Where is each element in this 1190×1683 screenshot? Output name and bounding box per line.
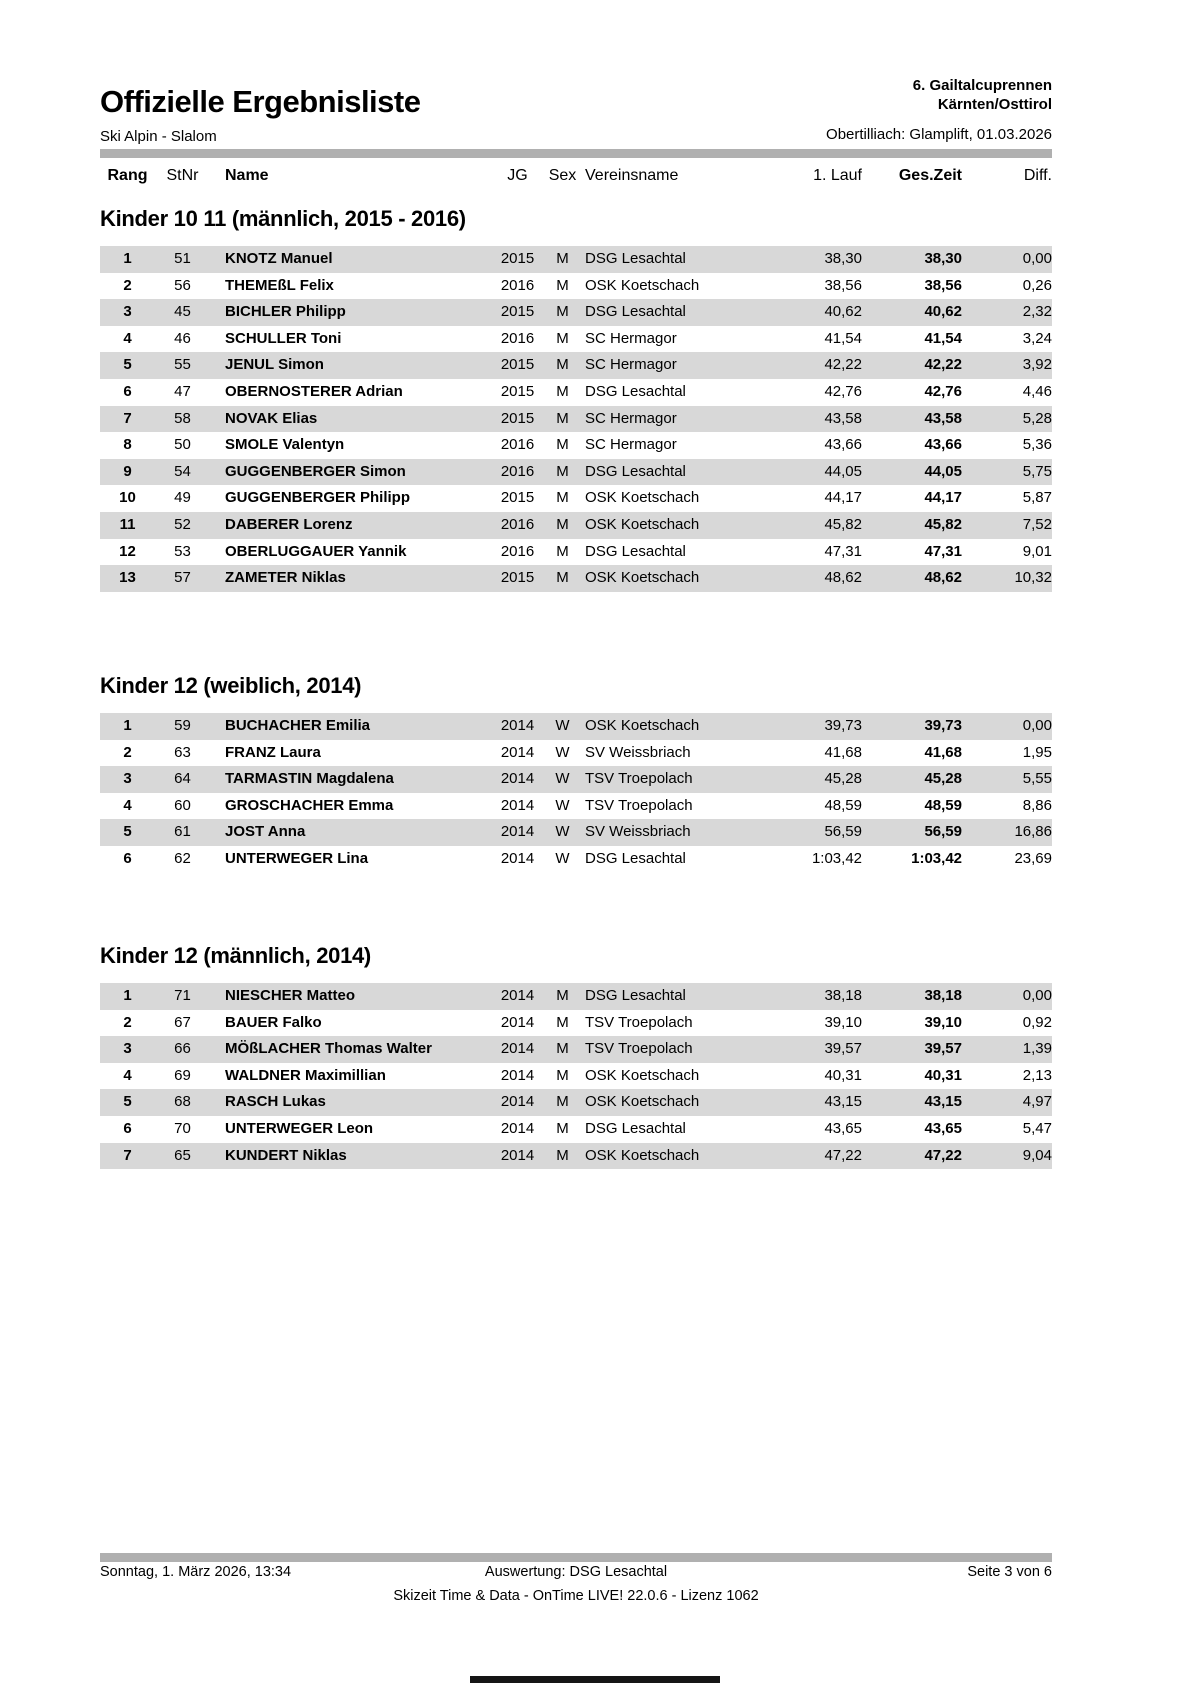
table-row [100, 273, 1052, 300]
cell-jg: 2016 [500, 515, 535, 533]
cell-jg: 2014 [500, 1146, 535, 1164]
cell-sex: M [556, 409, 569, 427]
table-row [100, 983, 1052, 1010]
table-row [100, 539, 1052, 566]
cell-jg: 2015 [500, 356, 535, 374]
cell-name: GROSCHACHER Emma [225, 796, 394, 814]
cell-diff: 5,36 [1022, 436, 1052, 454]
cell-rang: 5 [123, 823, 132, 841]
cell-verein: SV Weissbriach [585, 823, 691, 841]
cell-name: OBERNOSTERER Adrian [225, 382, 403, 400]
cell-verein: SC Hermagor [585, 356, 677, 374]
cell-name: ZAMETER Niklas [225, 569, 346, 587]
cell-lauf1: 1:03,42 [811, 849, 862, 867]
cell-name: JENUL Simon [225, 356, 324, 374]
location-date: Obertilliach: Glamplift, 01.03.2026 [826, 126, 1052, 143]
cell-name: JOST Anna [225, 823, 306, 841]
cell-verein: SC Hermagor [585, 329, 677, 347]
cell-geszeit: 39,57 [924, 1040, 962, 1058]
cell-name: KUNDERT Niklas [225, 1146, 347, 1164]
cell-sex: M [556, 436, 569, 454]
cell-diff: 2,13 [1022, 1066, 1052, 1084]
cell-diff: 0,26 [1022, 276, 1052, 294]
cell-verein: OSK Koetschach [585, 1066, 700, 1084]
section-title: Kinder 12 (männlich, 2014) [100, 943, 371, 968]
cell-jg: 2016 [500, 462, 535, 480]
table-row [100, 1143, 1052, 1170]
table-row [100, 432, 1052, 459]
cell-sex: W [555, 770, 570, 788]
cell-rang: 5 [123, 1093, 132, 1111]
results-table [100, 713, 1052, 873]
cell-verein: OSK Koetschach [585, 489, 700, 507]
cell-stnr: 71 [174, 987, 191, 1004]
cell-lauf1: 38,56 [824, 276, 862, 294]
cell-rang: 12 [119, 542, 136, 560]
cell-jg: 2014 [500, 717, 535, 734]
cell-name: TARMASTIN Magdalena [225, 770, 394, 788]
cell-stnr: 55 [174, 356, 191, 374]
table-row [100, 1116, 1052, 1143]
cell-geszeit: 48,59 [924, 796, 962, 814]
table-row [100, 846, 1052, 873]
cell-stnr: 51 [174, 250, 191, 267]
cell-verein: DSG Lesachtal [585, 382, 686, 400]
cell-lauf1: 39,10 [824, 1013, 862, 1031]
table-row [100, 1036, 1052, 1063]
cell-stnr: 50 [174, 436, 191, 454]
cell-stnr: 70 [174, 1119, 191, 1137]
cell-verein: TSV Troepolach [585, 770, 693, 788]
table-row [100, 793, 1052, 820]
cell-geszeit: 48,62 [924, 569, 962, 587]
cell-geszeit: 44,05 [924, 462, 962, 480]
cell-verein: OSK Koetschach [585, 515, 700, 533]
cell-verein: DSG Lesachtal [585, 303, 686, 321]
table-row [100, 485, 1052, 512]
cell-geszeit: 44,17 [924, 489, 962, 507]
cell-sex: M [556, 1119, 569, 1137]
cell-lauf1: 40,31 [824, 1066, 862, 1084]
cell-diff: 3,92 [1022, 356, 1052, 374]
cell-rang: 11 [119, 515, 136, 533]
cell-geszeit: 43,66 [924, 436, 962, 454]
col-header-lauf1: 1. Lauf [813, 167, 862, 184]
table-row [100, 459, 1052, 486]
col-header-sex: Sex [548, 167, 577, 184]
table-row [100, 819, 1052, 846]
cell-name: UNTERWEGER Leon [225, 1119, 374, 1137]
table-row [100, 406, 1052, 433]
cell-geszeit: 43,15 [924, 1093, 962, 1111]
page-title: Offizielle Ergebnisliste [100, 84, 421, 119]
footer-row [100, 1563, 1052, 1581]
cell-lauf1: 43,58 [824, 409, 862, 427]
cell-name: BUCHACHER Emilia [225, 717, 371, 734]
cell-name: BAUER Falko [225, 1013, 322, 1031]
cell-rang: 7 [123, 1146, 132, 1164]
cell-sex: M [556, 542, 569, 560]
cell-lauf1: 40,62 [824, 303, 862, 321]
result-section [100, 672, 1052, 873]
cell-rang: 3 [123, 303, 132, 321]
cell-name: MÖßLACHER Thomas Walter [225, 1040, 432, 1058]
section-title: Kinder 12 (weiblich, 2014) [100, 673, 362, 698]
cell-stnr: 49 [174, 489, 191, 507]
cell-geszeit: 41,54 [924, 329, 962, 347]
footer-page-number: Seite 3 von 6 [967, 1564, 1052, 1580]
cell-jg: 2016 [500, 276, 535, 294]
cell-sex: W [555, 823, 570, 841]
col-header-vereinsname: Vereinsname [585, 167, 679, 184]
cell-stnr: 62 [174, 849, 191, 867]
cell-name: GUGGENBERGER Philipp [225, 489, 411, 507]
cell-geszeit: 40,62 [924, 303, 962, 321]
cell-diff: 4,97 [1022, 1093, 1052, 1111]
cell-lauf1: 42,22 [824, 356, 862, 374]
cell-sex: M [556, 489, 569, 507]
event-info [913, 76, 1052, 114]
cell-jg: 2015 [500, 382, 535, 400]
cell-geszeit: 1:03,42 [911, 849, 962, 867]
cell-jg: 2014 [500, 1066, 535, 1084]
cell-verein: OSK Koetschach [585, 569, 700, 587]
cell-rang: 8 [123, 436, 132, 454]
cell-lauf1: 45,28 [824, 770, 862, 788]
cell-jg: 2014 [500, 796, 535, 814]
cell-rang: 6 [123, 849, 132, 867]
cell-name: NOVAK Elias [225, 409, 318, 427]
cell-rang: 10 [119, 489, 136, 507]
cell-lauf1: 43,66 [824, 436, 862, 454]
cell-lauf1: 47,22 [824, 1146, 862, 1164]
cell-rang: 3 [123, 770, 132, 788]
cell-diff: 2,32 [1022, 303, 1052, 321]
cell-jg: 2014 [500, 743, 535, 761]
cell-verein: DSG Lesachtal [585, 542, 686, 560]
table-row [100, 1089, 1052, 1116]
cell-sex: M [556, 382, 569, 400]
cell-sex: M [556, 515, 569, 533]
cell-geszeit: 41,68 [924, 743, 962, 761]
cell-lauf1: 38,18 [824, 987, 862, 1004]
cell-stnr: 59 [174, 717, 191, 734]
cell-geszeit: 47,22 [924, 1146, 962, 1164]
cell-stnr: 47 [174, 382, 191, 400]
cell-verein: TSV Troepolach [585, 796, 693, 814]
bottom-divider [100, 1553, 1052, 1562]
cell-geszeit: 38,56 [924, 276, 962, 294]
cell-lauf1: 41,68 [824, 743, 862, 761]
cell-verein: SC Hermagor [585, 409, 677, 427]
table-row [100, 326, 1052, 353]
cell-name: SMOLE Valentyn [225, 436, 345, 454]
cell-sex: M [556, 462, 569, 480]
cell-sex: W [555, 717, 570, 734]
cell-jg: 2014 [500, 1040, 535, 1058]
cell-diff: 10,32 [1014, 569, 1052, 587]
cell-rang: 9 [123, 462, 132, 480]
cell-lauf1: 44,17 [824, 489, 862, 507]
cell-diff: 16,86 [1014, 823, 1052, 841]
cell-rang: 7 [123, 409, 132, 427]
cell-diff: 5,87 [1022, 489, 1052, 507]
cell-verein: OSK Koetschach [585, 717, 700, 734]
table-row [100, 1010, 1052, 1037]
cell-rang: 2 [123, 743, 132, 761]
cell-name: WALDNER Maximillian [225, 1066, 386, 1084]
cell-stnr: 57 [174, 569, 191, 587]
cell-name: DABERER Lorenz [225, 515, 353, 533]
cell-sex: M [556, 1146, 569, 1164]
cell-sex: W [555, 796, 570, 814]
table-row [100, 1063, 1052, 1090]
table-row [100, 766, 1052, 793]
section-title: Kinder 10 11 (männlich, 2015 - 2016) [100, 206, 466, 231]
cell-lauf1: 44,05 [824, 462, 862, 480]
cell-jg: 2015 [500, 250, 535, 267]
cell-diff: 4,46 [1022, 382, 1052, 400]
cell-diff: 23,69 [1014, 849, 1052, 867]
cell-name: THEMEßL Felix [225, 276, 334, 294]
cell-geszeit: 45,28 [924, 770, 962, 788]
cell-diff: 0,92 [1022, 1013, 1052, 1031]
cell-geszeit: 38,30 [924, 250, 962, 267]
cell-stnr: 63 [174, 743, 191, 761]
cell-geszeit: 42,76 [924, 382, 962, 400]
results-table [100, 983, 1052, 1169]
cell-geszeit: 38,18 [924, 987, 962, 1004]
cell-diff: 3,24 [1022, 329, 1052, 347]
cell-stnr: 67 [174, 1013, 191, 1031]
cell-name: BICHLER Philipp [225, 303, 346, 321]
cell-stnr: 60 [174, 796, 191, 814]
cell-geszeit: 43,58 [924, 409, 962, 427]
cell-geszeit: 56,59 [924, 823, 962, 841]
cell-jg: 2015 [500, 409, 535, 427]
cell-lauf1: 41,54 [824, 329, 862, 347]
cell-verein: DSG Lesachtal [585, 987, 686, 1004]
page-bottom-bar [470, 1676, 720, 1683]
column-header-row [100, 163, 1052, 189]
cell-name: FRANZ Laura [225, 743, 321, 761]
cell-lauf1: 39,57 [824, 1040, 862, 1058]
cell-stnr: 69 [174, 1066, 191, 1084]
result-section [100, 205, 1052, 592]
table-row [100, 512, 1052, 539]
table-row [100, 246, 1052, 273]
cell-stnr: 54 [174, 462, 191, 480]
cell-sex: W [555, 849, 570, 867]
cell-stnr: 64 [174, 770, 191, 788]
cell-diff: 9,04 [1022, 1146, 1052, 1164]
result-section [100, 942, 1052, 1169]
cell-lauf1: 42,76 [824, 382, 862, 400]
cell-jg: 2016 [500, 542, 535, 560]
cell-jg: 2015 [500, 303, 535, 321]
cell-verein: DSG Lesachtal [585, 462, 686, 480]
table-row [100, 379, 1052, 406]
cell-jg: 2014 [500, 987, 535, 1004]
cell-lauf1: 48,62 [824, 569, 862, 587]
cell-diff: 5,47 [1022, 1119, 1052, 1137]
cell-rang: 1 [123, 717, 132, 734]
cell-name: KNOTZ Manuel [225, 250, 333, 267]
cell-diff: 8,86 [1022, 796, 1052, 814]
cell-diff: 5,55 [1022, 770, 1052, 788]
cell-diff: 9,01 [1022, 542, 1052, 560]
table-row [100, 565, 1052, 592]
cell-diff: 5,28 [1022, 409, 1052, 427]
cell-jg: 2014 [500, 1093, 535, 1111]
cell-verein: OSK Koetschach [585, 1146, 700, 1164]
cell-lauf1: 43,65 [824, 1119, 862, 1137]
cell-rang: 4 [123, 329, 132, 347]
cell-sex: M [556, 276, 569, 294]
cell-sex: M [556, 250, 569, 267]
cell-diff: 1,95 [1022, 743, 1052, 761]
cell-sex: M [556, 356, 569, 374]
col-header-name: Name [225, 167, 269, 184]
cell-stnr: 46 [174, 329, 191, 347]
cell-jg: 2014 [500, 849, 535, 867]
cell-verein: DSG Lesachtal [585, 849, 686, 867]
cell-diff: 1,39 [1022, 1040, 1052, 1058]
cell-name: SCHULLER Toni [225, 329, 342, 347]
cell-geszeit: 39,10 [924, 1013, 962, 1031]
cell-geszeit: 39,73 [924, 717, 962, 734]
cell-stnr: 65 [174, 1146, 191, 1164]
cell-name: RASCH Lukas [225, 1093, 326, 1111]
cell-rang: 2 [123, 1013, 132, 1031]
cell-diff: 0,00 [1022, 987, 1052, 1004]
cell-jg: 2015 [500, 489, 535, 507]
cell-stnr: 66 [174, 1040, 191, 1058]
cell-jg: 2015 [500, 569, 535, 587]
cell-sex: W [555, 743, 570, 761]
cell-sex: M [556, 1093, 569, 1111]
event-region: Kärnten/Osttirol [937, 96, 1052, 113]
cell-geszeit: 40,31 [924, 1066, 962, 1084]
cell-name: OBERLUGGAUER Yannik [225, 542, 407, 560]
cell-lauf1: 48,59 [824, 796, 862, 814]
cell-stnr: 68 [174, 1093, 191, 1111]
cell-verein: TSV Troepolach [585, 1013, 693, 1031]
col-header-diff: Diff. [1023, 167, 1052, 184]
cell-diff: 7,52 [1022, 515, 1052, 533]
table-row [100, 740, 1052, 767]
col-header-rang: Rang [107, 167, 148, 184]
cell-jg: 2014 [500, 823, 535, 841]
cell-rang: 6 [123, 1119, 132, 1137]
cell-lauf1: 45,82 [824, 515, 862, 533]
cell-geszeit: 42,22 [924, 356, 962, 374]
cell-stnr: 52 [174, 515, 191, 533]
cell-sex: M [556, 1013, 569, 1031]
cell-sex: M [556, 303, 569, 321]
cell-sex: M [556, 329, 569, 347]
col-header-jg: JG [507, 167, 528, 184]
cell-rang: 2 [123, 276, 132, 294]
cell-stnr: 58 [174, 409, 191, 427]
cell-verein: DSG Lesachtal [585, 1119, 686, 1137]
cell-geszeit: 47,31 [924, 542, 962, 560]
cell-rang: 6 [123, 382, 132, 400]
cell-sex: M [556, 569, 569, 587]
cell-rang: 4 [123, 796, 132, 814]
cell-diff: 0,00 [1022, 717, 1052, 734]
cell-verein: SC Hermagor [585, 436, 677, 454]
cell-diff: 0,00 [1022, 250, 1052, 267]
table-row [100, 352, 1052, 379]
cell-verein: TSV Troepolach [585, 1040, 693, 1058]
col-header-stnr: StNr [166, 167, 199, 184]
cell-jg: 2014 [500, 1119, 535, 1137]
cell-lauf1: 47,31 [824, 542, 862, 560]
footer-datetime: Sonntag, 1. März 2026, 13:34 [100, 1564, 292, 1580]
cell-name: UNTERWEGER Lina [225, 849, 369, 867]
cell-jg: 2014 [500, 770, 535, 788]
cell-lauf1: 56,59 [824, 823, 862, 841]
cell-rang: 4 [123, 1066, 132, 1084]
cell-rang: 5 [123, 356, 132, 374]
cell-name: GUGGENBERGER Simon [225, 462, 406, 480]
cell-verein: OSK Koetschach [585, 276, 700, 294]
cell-jg: 2014 [500, 1013, 535, 1031]
cell-verein: OSK Koetschach [585, 1093, 700, 1111]
table-row [100, 299, 1052, 326]
top-divider [100, 149, 1052, 158]
cell-verein: SV Weissbriach [585, 743, 691, 761]
cell-geszeit: 43,65 [924, 1119, 962, 1137]
cell-stnr: 61 [174, 823, 191, 841]
cell-geszeit: 45,82 [924, 515, 962, 533]
cell-rang: 13 [119, 569, 136, 587]
cell-lauf1: 43,15 [824, 1093, 862, 1111]
cell-stnr: 56 [174, 276, 191, 294]
cell-rang: 1 [123, 250, 132, 267]
cell-lauf1: 38,30 [824, 250, 862, 267]
cell-stnr: 45 [174, 303, 191, 321]
table-row [100, 713, 1052, 740]
cell-diff: 5,75 [1022, 462, 1052, 480]
results-table [100, 246, 1052, 592]
footer-software: Skizeit Time & Data - OnTime LIVE! 22.0.6 - Lizenz 1062 [393, 1588, 759, 1604]
discipline-label: Ski Alpin - Slalom [100, 128, 217, 145]
col-header-geszeit: Ges.Zeit [898, 167, 962, 184]
cell-sex: M [556, 987, 569, 1004]
event-name: 6. Gailtalcuprennen [912, 77, 1052, 94]
cell-jg: 2016 [500, 329, 535, 347]
cell-stnr: 53 [174, 542, 191, 560]
cell-rang: 3 [123, 1040, 132, 1058]
cell-lauf1: 39,73 [824, 717, 862, 734]
cell-jg: 2016 [500, 436, 535, 454]
footer-auswertung: Auswertung: DSG Lesachtal [484, 1564, 668, 1580]
cell-name: NIESCHER Matteo [225, 987, 356, 1004]
cell-rang: 1 [123, 987, 132, 1004]
cell-sex: M [556, 1066, 569, 1084]
cell-verein: DSG Lesachtal [585, 250, 686, 267]
cell-sex: M [556, 1040, 569, 1058]
